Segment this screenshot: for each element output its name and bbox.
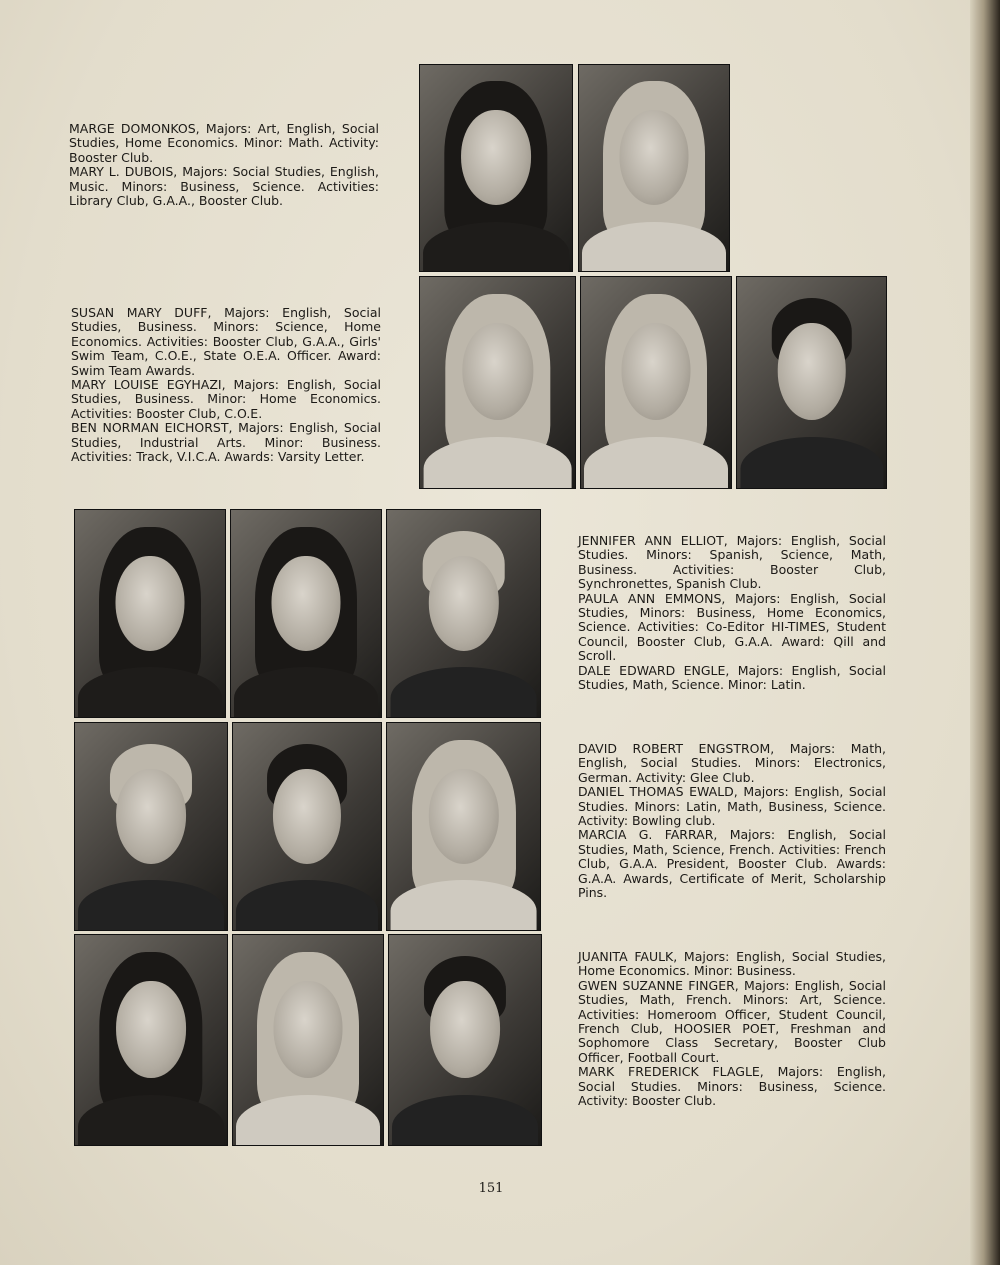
photo-susan-duff xyxy=(419,276,576,489)
bio-entry: DALE EDWARD ENGLE, Majors: English, Social Studies, Math, Science. Minor: Latin. xyxy=(578,662,886,693)
photo-ben-eichorst xyxy=(736,276,887,489)
bio-entry: DAVID ROBERT ENGSTROM, Majors: Math, English, Social Studies. Minors: Electronics, German. Activity: Glee Club. xyxy=(578,741,886,785)
photo-paula-emmons xyxy=(230,509,382,718)
bio-entry: GWEN SUZANNE FINGER, Majors: English, Social Studies, Math, French. Minors: Art, Science. Activities: Homeroom Officer, Student Council, French Club, HOOSIER POET, Freshman and Sophomore Class Secretary, Booster Club Officer, Football Court. xyxy=(578,977,886,1065)
photo-marcia-farrar xyxy=(386,722,541,931)
bio-entry: SUSAN MARY DUFF, Majors: English, Social Studies, Business. Minors: Science, Home Economics. Activities: Booster Club, G.A.A., Girls' Swim Team, C.O.E., State O.E.A. Officer. Award: Swim Team Awards. xyxy=(71,305,381,378)
photo-juanita-faulk xyxy=(74,934,228,1146)
photo-david-engstrom xyxy=(74,722,228,931)
page-number: 151 xyxy=(478,1181,504,1196)
bio-block-3 xyxy=(578,534,886,692)
bio-block-4 xyxy=(578,742,886,900)
photo-mary-dubois xyxy=(578,64,730,272)
bio-block-2 xyxy=(71,306,381,464)
bio-entry: MARK FREDERICK FLAGLE, Majors: English, Social Studies. Minors: Business, Science. Activity: Booster Club. xyxy=(578,1064,886,1109)
page-binding-edge xyxy=(970,0,1000,1265)
bio-entry: JUANITA FAULK, Majors: English, Social Studies, Home Economics. Minor: Business. xyxy=(578,949,886,979)
photo-mary-egyhazi xyxy=(580,276,732,489)
photo-gwen-finger xyxy=(232,934,384,1146)
bio-block-5 xyxy=(578,950,886,1108)
bio-entry: DANIEL THOMAS EWALD, Majors: English, Social Studies. Minors: Latin, Math, Business, Science. Activity: Bowling club. xyxy=(578,784,886,829)
photo-dale-engle xyxy=(386,509,541,718)
photo-marge-domonkos xyxy=(419,64,573,272)
bio-entry: MARY LOUISE EGYHAZI, Majors: English, Social Studies, Business. Minor: Home Economics. Activities: Booster Club, C.O.E. xyxy=(71,377,381,421)
photo-daniel-ewald xyxy=(232,722,382,931)
bio-entry: PAULA ANN EMMONS, Majors: English, Social Studies, Minors: Business, Home Economics, Science. Activities: Co-Editor HI-TIMES, Student Council, Booster Club, G.A.A. Award: Qill and Scroll. xyxy=(578,590,886,664)
bio-block-1 xyxy=(69,122,379,208)
photo-jennifer-elliot xyxy=(74,509,226,718)
bio-entry: MARY L. DUBOIS, Majors: Social Studies, English, Music. Minors: Business, Science. Activities: Library Club, G.A.A., Booster Club. xyxy=(69,164,379,209)
bio-entry: MARCIA G. FARRAR, Majors: English, Social Studies, Math, Science, French. Activities: French Club, G.A.A. President, Booster Club. Awards: G.A.A. Awards, Certificate of Merit, Scholarship Pins. xyxy=(578,827,886,901)
bio-entry: MARGE DOMONKOS, Majors: Art, English, Social Studies, Home Economics. Minor: Math. Activity: Booster Club. xyxy=(69,121,379,165)
bio-entry: JENNIFER ANN ELLIOT, Majors: English, Social Studies. Minors: Spanish, Science, Math, Business. Activities: Booster Club, Synchronettes, Spanish Club. xyxy=(578,533,886,592)
bio-entry: BEN NORMAN EICHORST, Majors: English, Social Studies, Industrial Arts. Minor: Business. Activities: Track, V.I.C.A. Awards: Varsity Letter. xyxy=(71,420,381,465)
photo-mark-flagle xyxy=(388,934,542,1146)
